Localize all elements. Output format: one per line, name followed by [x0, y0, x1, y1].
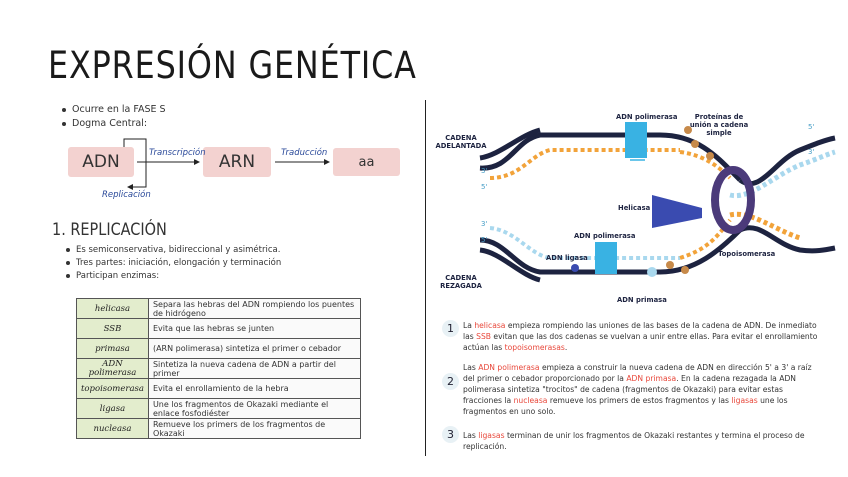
bullet-dot	[66, 274, 70, 278]
helicasa-shape	[652, 195, 702, 228]
replicacion-arrow	[124, 139, 146, 187]
proteinas-label: Proteínas de unión a cadena simple	[689, 113, 749, 137]
page-title: EXPRESIÓN GENÉTICA	[48, 44, 417, 87]
step-text	[463, 430, 823, 452]
adn-primasa-label: ADN primasa	[617, 296, 667, 304]
enzyme-desc: Une los fragmentos de Okazaki mediante el enlace fosfodiéster	[148, 399, 360, 419]
bullet-text: Dogma Central:	[72, 118, 148, 129]
bullet-item	[66, 245, 280, 255]
table-row	[77, 339, 361, 359]
adn-ligasa-label: ADN ligasa	[546, 254, 588, 262]
table-row	[77, 319, 361, 339]
bullet-text: Participan enzimas:	[76, 271, 160, 281]
strand-end-label: 5'	[808, 123, 815, 131]
enzyme-name: nucleasa	[77, 419, 149, 439]
highlighted-term: SSB	[476, 332, 491, 341]
adn-primasa-shape	[647, 267, 657, 277]
traduccion-label: Traducción	[281, 148, 328, 158]
table-row	[77, 299, 361, 319]
adn-ligasa-shape	[571, 264, 579, 272]
step-text-segment: . En la cadena rezagada la ADN polimerasa sintetiza "trocitos" de cadena (fragmentos de Okazaki) para evitar estas fracciones la	[463, 374, 796, 405]
step-text-segment: Las	[463, 363, 479, 372]
top-new-strand	[490, 150, 680, 178]
adn-polimerasa-top-label: ADN polimerasa	[616, 113, 678, 121]
enzyme-name: ligasa	[77, 399, 149, 419]
enzyme-desc: Evita el enrollamiento de la hebra	[148, 379, 360, 399]
enzyme-name: helicasa	[77, 299, 149, 319]
enzyme-desc: Separa las hebras del ADN rompiendo los puentes de hidrógeno	[148, 299, 360, 319]
highlighted-term: ligasas	[478, 431, 505, 440]
highlighted-term: ADN polimerasa	[478, 363, 540, 372]
topoisomerasa-shape	[715, 170, 751, 230]
adn-box: ADN	[68, 147, 134, 177]
highlighted-term: helicasa	[474, 321, 506, 330]
step-text	[463, 362, 823, 417]
bullet-text: Es semiconservativa, bidireccional y asimétrica.	[76, 245, 281, 255]
step-text-segment: remueve los primers de estos fragmentos y las	[547, 396, 732, 405]
strand-end-label: 5'	[481, 183, 488, 191]
adn-polimerasa-bottom-shape	[595, 242, 617, 274]
bullet-dot	[66, 261, 70, 265]
enzymes-table	[76, 298, 361, 439]
step-text-segment: evitan que las dos cadenas se vuelvan a unir entre ellas. Para evitar el enrollamiento actúan las	[463, 332, 818, 352]
bullet-item	[66, 271, 159, 281]
step-number: 1	[442, 320, 459, 337]
highlighted-term: ADN primasa	[626, 374, 677, 383]
bullet-text: Ocurre en la FASE S	[72, 104, 166, 115]
enzyme-name: SSB	[77, 319, 149, 339]
enzyme-name: primasa	[77, 339, 149, 359]
table-row	[77, 419, 361, 439]
step-text-segment: terminan de unir los fragmentos de Okazaki restantes y termina el proceso de replicación.	[463, 431, 805, 451]
step-text-segment: Las	[463, 431, 479, 440]
column-divider	[425, 100, 426, 456]
step-text	[463, 320, 823, 353]
step-number: 3	[442, 426, 459, 443]
bullet-dot	[66, 248, 70, 252]
replicacion-label: Replicación	[102, 190, 151, 200]
adn-polimerasa-bottom-label: ADN polimerasa	[574, 232, 636, 240]
enzyme-desc: Sintetiza la nueva cadena de ADN a partir del primer	[148, 359, 360, 379]
helicasa-label: Helicasa	[618, 204, 651, 212]
enzyme-desc: Remueve los primers de los fragmentos de Okazaki	[148, 419, 360, 439]
topoisomerasa-label: Topoisomerasa	[718, 250, 776, 258]
strand-end-label: 5'	[481, 236, 488, 244]
enzyme-desc: (ARN polimerasa) sintetiza el primer o cebador	[148, 339, 360, 359]
step-number: 2	[442, 373, 459, 390]
step-text-segment: .	[564, 343, 568, 352]
aa-box: aa	[333, 148, 400, 176]
step-text-segment: une los fragmentos en uno solo.	[463, 396, 788, 416]
table-row	[77, 379, 361, 399]
highlighted-term: ligasas	[731, 396, 758, 405]
step-text-segment: empieza a construir la nueva cadena de ADN en dirección 5' a 3' a raíz del primer o cebador proporcionado por la	[463, 363, 812, 383]
section-title: 1. REPLICACIÓN	[52, 220, 167, 240]
transcripcion-label: Transcripción	[149, 148, 206, 158]
enzyme-desc: Evita que las hebras se junten	[148, 319, 360, 339]
adn-polimerasa-top-shape	[625, 122, 647, 158]
cadena-rezagada-label: CADENA REZAGADA	[440, 274, 482, 290]
enzyme-name: topoisomerasa	[77, 379, 149, 399]
step-text-segment: La	[463, 321, 475, 330]
strand-end-label: 3'	[481, 167, 488, 175]
bullet-item	[66, 258, 281, 268]
highlighted-term: nucleasa	[513, 396, 548, 405]
strand-end-label: 3'	[808, 148, 815, 156]
cadena-adelantada-label: CADENA ADELANTADA	[435, 134, 487, 150]
table-row	[77, 359, 361, 379]
highlighted-term: topoisomerasas	[504, 343, 565, 352]
arn-box: ARN	[203, 147, 271, 177]
strand-end-label: 3'	[481, 220, 488, 228]
step-text-segment: empieza rompiendo las uniones de las bases de la cadena de ADN. De inmediato las	[463, 321, 817, 341]
table-row	[77, 399, 361, 419]
bullet-text: Tres partes: iniciación, elongación y terminación	[76, 258, 282, 268]
enzyme-name: ADN polimerasa	[77, 359, 149, 379]
